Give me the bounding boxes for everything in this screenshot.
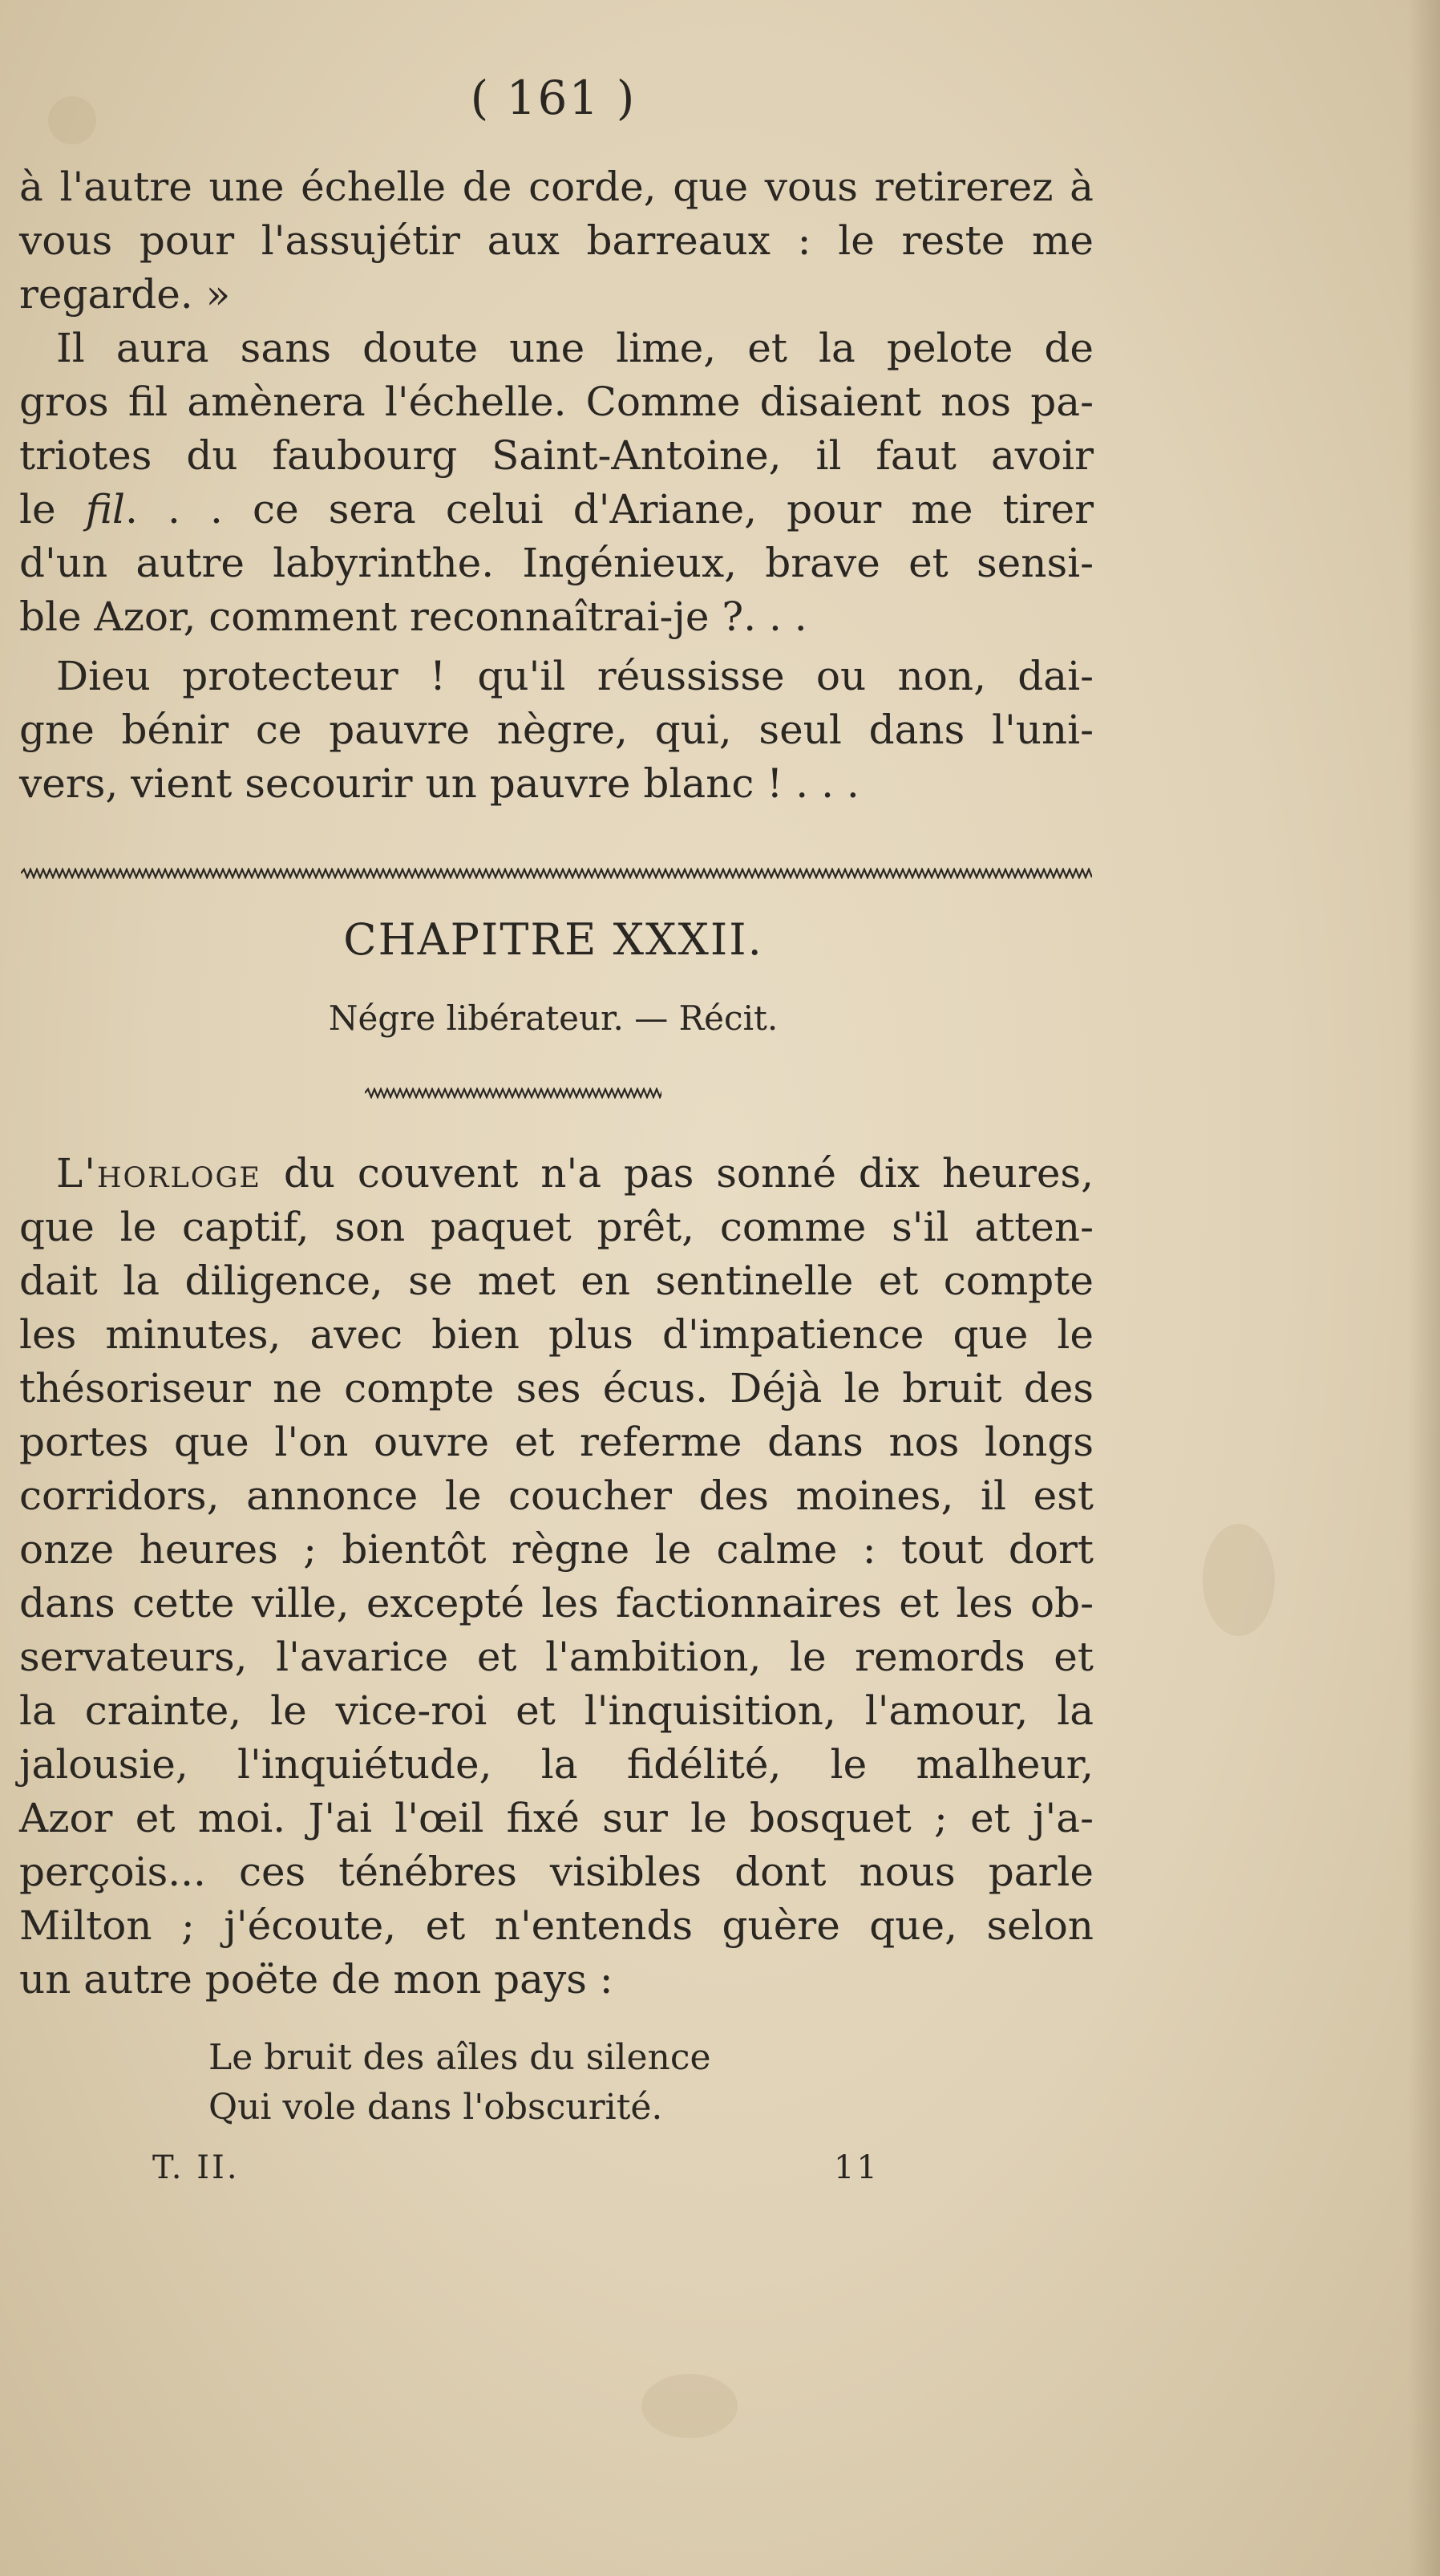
signature-mark-volume: T. II. bbox=[152, 2149, 240, 2186]
text-line: gne bénir ce pauvre nègre, qui, seul dans l'uni- bbox=[19, 707, 1094, 753]
text-line: regarde. » bbox=[19, 271, 231, 318]
italic-word: fil bbox=[85, 486, 126, 533]
page-number: ( 161 ) bbox=[470, 71, 637, 125]
paragraph-3 bbox=[19, 1147, 1094, 2007]
text-line: les minutes, avec bien plus d'impatience que le bbox=[19, 1311, 1094, 1358]
text-fragment: le bbox=[19, 486, 86, 533]
text-line: jalousie, l'inquiétude, la fidélité, le malheur, bbox=[19, 1741, 1094, 1788]
paper-stain bbox=[1203, 1524, 1275, 1636]
paragraph-1 bbox=[19, 322, 1094, 644]
text-fragment: du couvent n'a pas sonné dix heures, bbox=[261, 1150, 1094, 1197]
paper-stain bbox=[641, 2374, 738, 2438]
wavy-rule-divider bbox=[21, 868, 1092, 879]
text-line: dait la diligence, se met en sentinelle et compte bbox=[19, 1258, 1094, 1304]
text-line bbox=[19, 1147, 1094, 1201]
text-line: Azor et moi. J'ai l'œil fixé sur le bosquet ; et j'a- bbox=[19, 1795, 1094, 1841]
text-line: un autre poëte de mon pays : bbox=[19, 1956, 613, 2003]
text-line: Milton ; j'écoute, et n'entends guère que, selon bbox=[19, 1902, 1094, 1949]
paragraph-2 bbox=[19, 650, 1094, 811]
text-line: portes que l'on ouvre et referme dans nos longs bbox=[19, 1419, 1094, 1465]
signature-mark-gathering: 11 bbox=[834, 2149, 880, 2186]
text-line: onze heures ; bientôt règne le calme : tout dort bbox=[19, 1526, 1094, 1573]
text-line: ble Azor, comment reconnaîtrai-je ?. . . bbox=[19, 593, 807, 640]
text-line bbox=[19, 483, 1094, 537]
text-line: que le captif, son paquet prêt, comme s'il atten- bbox=[19, 1204, 1094, 1250]
verse-line: Qui vole dans l'obscurité. bbox=[208, 2087, 663, 2128]
text-line: Dieu protecteur ! qu'il réussisse ou non, dai- bbox=[56, 653, 1094, 699]
text-line: servateurs, l'avarice et l'ambition, le remords et bbox=[19, 1634, 1094, 1680]
text-line: gros fil amènera l'échelle. Comme disaient nos pa- bbox=[19, 379, 1094, 425]
short-wavy-ornament bbox=[365, 1088, 661, 1099]
text-line: corridors, annonce le coucher des moines, il est bbox=[19, 1472, 1094, 1519]
text-line: d'un autre labyrinthe. Ingénieux, brave et sensi- bbox=[19, 540, 1094, 586]
text-fragment: . . . ce sera celui d'Ariane, pour me tirer bbox=[125, 486, 1094, 533]
text-line: Il aura sans doute une lime, et la pelote de bbox=[56, 325, 1094, 371]
chapter-subtitle: Négre libérateur. — Récit. bbox=[328, 998, 779, 1038]
text-line: triotes du faubourg Saint-Antoine, il faut avoir bbox=[19, 432, 1094, 479]
text-line: thésoriseur ne compte ses écus. Déjà le bruit des bbox=[19, 1365, 1094, 1412]
page-edge-shadow bbox=[1408, 0, 1440, 2576]
text-line: perçois... ces ténébres visibles dont nous parle bbox=[19, 1849, 1094, 1895]
verse-line: Le bruit des aîles du silence bbox=[208, 2037, 711, 2078]
continuation-text bbox=[19, 160, 1094, 322]
verse-quotation bbox=[208, 2033, 711, 2132]
chapter-title: CHAPITRE XXXII. bbox=[343, 914, 763, 965]
text-line: dans cette ville, excepté les factionnaires et les ob- bbox=[19, 1580, 1094, 1626]
smallcaps-opening-word: L'horloge bbox=[56, 1150, 261, 1197]
text-line: la crainte, le vice-roi et l'inquisition, l'amour, la bbox=[19, 1687, 1094, 1734]
text-line: à l'autre une échelle de corde, que vous retirerez à bbox=[19, 164, 1094, 210]
text-line: vers, vient secourir un pauvre blanc ! . . . bbox=[19, 760, 860, 807]
text-line: vous pour l'assujétir aux barreaux : le reste me bbox=[19, 217, 1094, 264]
